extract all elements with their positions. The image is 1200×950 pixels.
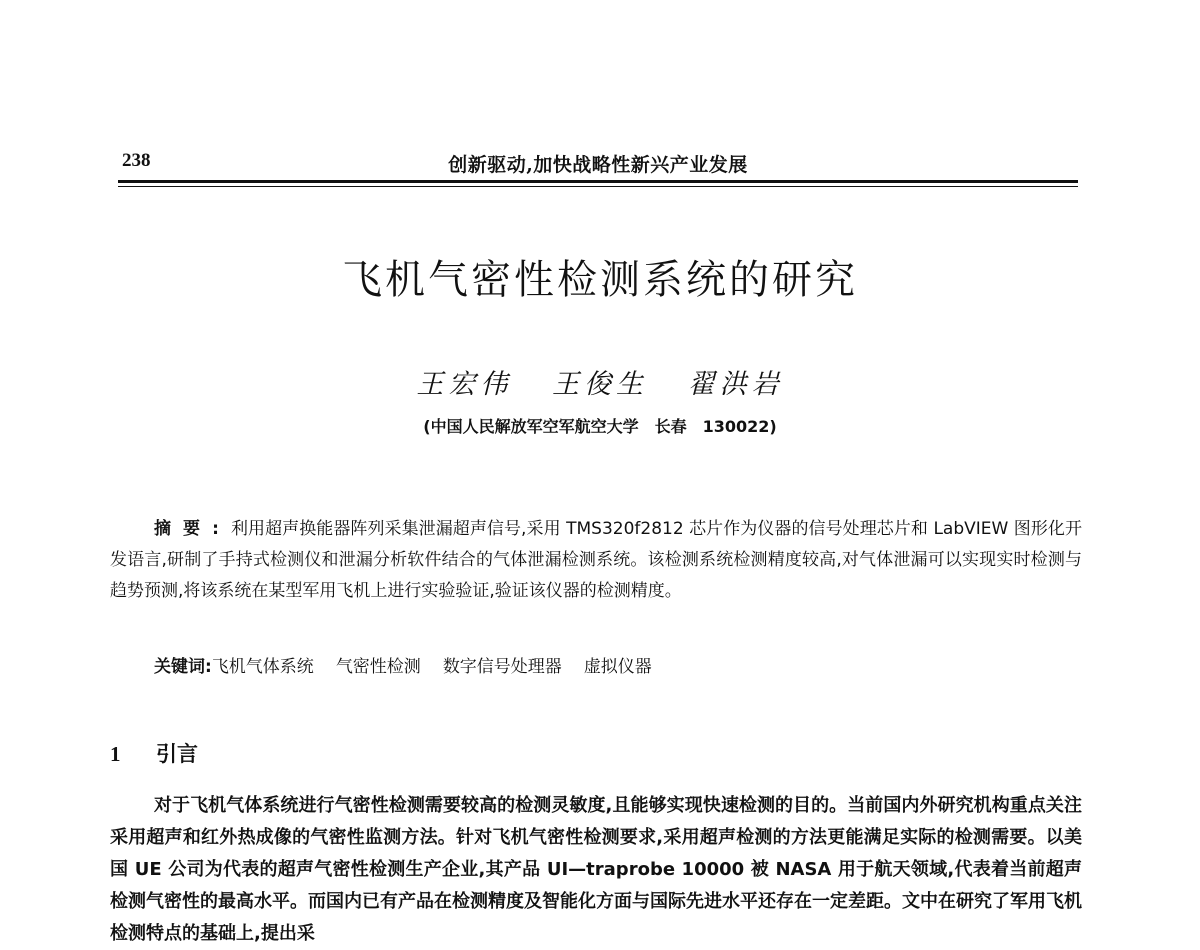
body-text [110,790,1082,950]
keyword-item: 虚拟仪器 [583,657,652,677]
header-rule-thin [118,186,1078,187]
body-paragraph: 对于飞机气体系统进行气密性检测需要较高的检测灵敏度,且能够实现快速检测的目的。当前国内外研究机构重点关注采用超声和红外热成像的气密性监测方法。针对飞机气密性检测要求,采用超声检测的方法更能满足实际的检测需要。以美国 UE 公司为代表的超声气密性检测生产企业,其产品 UI—traprobe 10000 被 NASA 用于航天领域,代表着当前超声检测气密性的最高水平。而国内已有产品在检测精度及智能化方面与国际先进水平还存在一定差距。文中在研究了军用飞机检测特点的基础上,提出采 [110,795,1082,944]
keywords-label: 关键词: [154,657,212,677]
abstract-label: 摘要: [154,519,231,539]
paper-title: 飞机气密性检测系统的研究 [342,257,858,303]
keyword-item: 气密性检测 [335,657,421,677]
keywords [154,652,1084,677]
section-heading [110,738,198,768]
section-number: 1 [110,742,121,766]
keyword-item: 数字信号处理器 [442,657,562,677]
abstract [110,514,1082,607]
header-rule-thick [118,180,1078,183]
abstract-text: 利用超声换能器阵列采集泄漏超声信号,采用 TMS320f2812 芯片作为仪器的信号处理芯片和 LabVIEW 图形化开发语言,研制了手持式检测仪和泄漏分析软件结合的气体泄漏检测系统。该检测系统检测精度较高,对气体泄漏可以实现实时检测与趋势预测,将该系统在某型军用飞机上进行实验验证,验证该仪器的检测精度。 [110,519,1082,601]
keyword-item: 飞机气体系统 [211,657,314,677]
journal-title: 创新驱动,加快战略性新兴产业发展 [448,154,748,176]
page-number: 238 [122,150,151,171]
running-header [118,146,1078,186]
paper-affiliation: (中国人民解放军空军航空大学 长春 130022) [423,417,777,436]
section-title: 引言 [156,742,198,766]
paper-authors: 王宏伟 王俊生 翟洪岩 [416,369,784,400]
